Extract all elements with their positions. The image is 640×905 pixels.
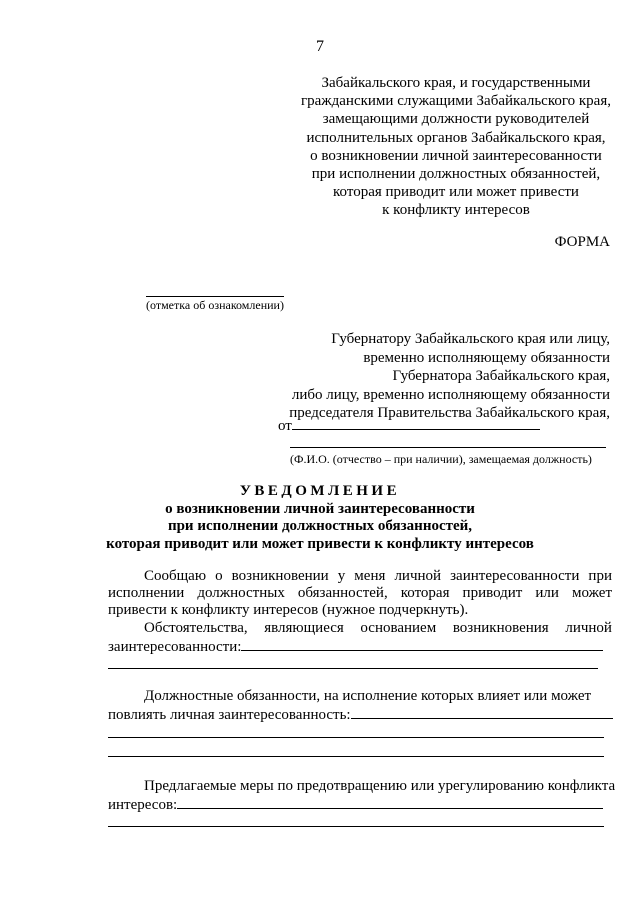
paragraph-3-tail-line [108, 705, 612, 724]
header-line: исполнительных органов Забайкальского края, [306, 129, 606, 146]
header-line: о возникновении личной заинтересованности [310, 147, 602, 164]
paragraph-2-word: возникновения [452, 620, 549, 636]
paragraph-3-tail: повлиять личная заинтересованность: [108, 707, 351, 723]
from-field [278, 415, 540, 435]
paragraph-4-tail-line [108, 795, 612, 814]
header-line: при исполнении должностных обязанностей, [311, 166, 601, 183]
addressee-block [289, 330, 610, 423]
blank-line[interactable] [108, 756, 604, 757]
paragraph-2-tail: заинтересованности: [108, 639, 242, 655]
notice-subtitle-line: которая приводит или может привести к конфликту интересов [106, 535, 534, 552]
page-number: 7 [316, 38, 324, 55]
from-label: от [278, 418, 292, 434]
header-block [301, 74, 611, 220]
paragraph-2-word: являющиеся [264, 620, 344, 636]
addressee-line: Губернатору Забайкальского края или лицу, [331, 331, 610, 347]
paragraph-2-word: Обстоятельства, [144, 620, 248, 636]
paragraph-2-tail-line [108, 637, 612, 656]
ack-label: (отметка об ознакомлении) [146, 298, 284, 312]
blank-line[interactable] [108, 668, 598, 669]
notice-subtitle-line: при исполнении должностных обязанностей, [167, 518, 473, 534]
addressee-line: председателя Правительства Забайкальского края, [289, 405, 610, 421]
paragraph-2-word: основанием [360, 620, 437, 636]
paragraph-3 [108, 688, 612, 724]
fio-fill-line[interactable] [290, 447, 606, 448]
addressee-line: временно исполняющему обязанности [363, 349, 610, 366]
blank-line[interactable] [108, 826, 604, 827]
ack-signature-line [146, 296, 284, 297]
header-line: к конфликту интересов [382, 202, 530, 219]
paragraph-3-fill-line[interactable] [351, 705, 613, 719]
paragraph-4-tail: интересов: [108, 797, 178, 813]
notice-title [0, 483, 640, 553]
addressee-line: либо лицу, временно исполняющему обязанности [291, 386, 610, 403]
paragraph-3-first: Должностные обязанности, на исполнение которых влияет или может [144, 688, 592, 704]
header-line: Забайкальского края, и государственными [321, 75, 591, 91]
paragraph-4-first: Предлагаемые меры по предотвращению или урегулированию конфликта [144, 778, 616, 794]
addressee-line: Губернатора Забайкальского края, [392, 368, 610, 384]
paragraph-1-first: Сообщаю о возникновении у меня личной заинтересованности при [144, 568, 612, 584]
forma-label: ФОРМА [554, 234, 610, 250]
header-line: которая приводит или может привести [333, 184, 579, 201]
header-line: гражданскими служащими Забайкальского края, [300, 93, 611, 110]
from-fill-line[interactable] [292, 415, 540, 430]
paragraph-2-fill-line[interactable] [241, 637, 603, 651]
notice-heading: УВЕДОМЛЕНИЕ [239, 483, 401, 499]
blank-line[interactable] [108, 737, 604, 738]
header-line: замещающими должности руководителей [322, 111, 590, 128]
notice-subtitle-line: о возникновении личной заинтересованности [165, 500, 475, 517]
paragraph-4 [108, 778, 616, 814]
paragraph-2 [108, 620, 612, 656]
paragraph-2-word: личной [565, 620, 612, 636]
paragraph-1 [108, 568, 612, 619]
paragraph-2-first-line [108, 620, 612, 637]
fio-label: (Ф.И.О. (отчество – при наличии), замещаемая должность) [290, 452, 592, 466]
paragraph-1-rest: исполнении должностных обязанностей, которая приводит или может привести к конфликту интересов (нужное подчеркнуть). [108, 585, 612, 618]
paragraph-4-fill-line[interactable] [177, 795, 603, 809]
